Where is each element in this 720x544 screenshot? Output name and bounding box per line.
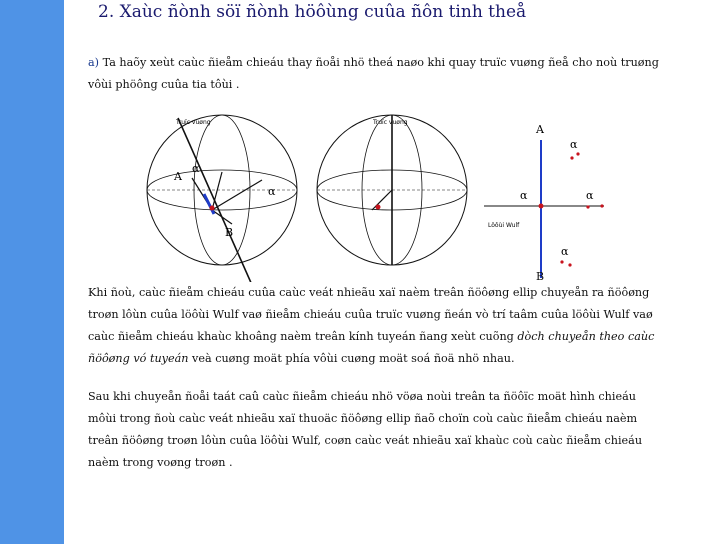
stripe-cell [0,64,16,80]
right-alpha-2: α [520,189,528,202]
stripe-cell [32,144,48,160]
stripe-cell [0,0,16,16]
stripe-cell [16,448,32,464]
paragraph-2 [88,386,642,474]
stripe-cell [0,288,16,304]
stripe-cell [16,512,32,528]
stripe-cell [16,304,32,320]
stripe-cell [48,192,64,208]
stripe-cell [32,224,48,240]
para1-line-4: ñöôøng vó tuyeán veà cuøng moät phía vôùi cuøng moät soá ñoä nhö nhau. [88,352,515,365]
stripe-cell [16,80,32,96]
stripe-cell [48,48,64,64]
stripe-cell [48,480,64,496]
emphasis-latitude-text: ñöôøng vó tuyeán [88,352,189,365]
stripe-cell [48,272,64,288]
stripe-cell [32,416,48,432]
stripe-cell [48,144,64,160]
stripe-cell [0,48,16,64]
stripe-cell [32,336,48,352]
stripe-cell [48,288,64,304]
stripe-cell [32,96,48,112]
wulff-label: Löôùi Wulf [488,222,520,229]
stripe-cell [48,16,64,32]
left-axis-label: Truïc vuøng [176,119,211,126]
stripe-cell [32,208,48,224]
stripe-cell [32,496,48,512]
stripe-cell [48,224,64,240]
stripe-cell [48,336,64,352]
stripe-cell [16,192,32,208]
right-point-a: A [536,123,544,136]
stripe-cell [0,400,16,416]
decorative-stripe [0,0,64,540]
stripe-cell [16,432,32,448]
stripe-cell [0,80,16,96]
stripe-cell [0,160,16,176]
para2-line-2: môùi trong ñoù caùc veát nhieãu xaï thuoäc ñöôøng ellip ñaõ choïn coù caùc ñieåm chieáu naèm [88,412,638,425]
left-point-a: A [174,170,182,183]
stripe-cell [48,0,64,16]
intro-line-1: a) Ta haõy xeùt caùc ñieåm chieáu thay ñoåi nhö theá naøo khi quay truïc vuøng ñeå cho noù truøng [88,56,659,69]
stripe-cell [16,112,32,128]
stripe-cell [0,224,16,240]
stripe-cell [32,176,48,192]
stripe-cell [32,480,48,496]
stripe-cell [0,256,16,272]
wulff-projection [484,123,604,278]
stripe-cell [16,48,32,64]
stripe-cell [32,128,48,144]
stripe-cell [0,384,16,400]
stripe-cell [16,384,32,400]
paragraph-1 [88,282,654,370]
emphasis-shift-text: dòch chuyeån theo caùc [517,330,655,343]
stripe-cell [0,192,16,208]
stripe-cell [0,320,16,336]
stripe-cell [48,80,64,96]
stripe-cell [16,288,32,304]
stripe-cell [32,16,48,32]
stripe-cell [32,256,48,272]
stripe-cell [32,528,48,544]
stripe-cell [16,160,32,176]
stripe-cell [32,288,48,304]
middle-sphere [317,115,467,265]
stripe-cell [16,0,32,16]
stripe-cell [32,240,48,256]
stripe-cell [48,96,64,112]
stripe-cell [0,336,16,352]
left-sphere [147,115,297,282]
stripe-cell [48,208,64,224]
stripe-cell [0,512,16,528]
stripe-cell [16,32,32,48]
stripe-cell [48,304,64,320]
stripe-cell [16,480,32,496]
stripe-cell [0,96,16,112]
stripe-cell [16,96,32,112]
stripe-cell [32,448,48,464]
stripe-cell [32,64,48,80]
stripe-cell [0,32,16,48]
right-alpha-4: α [561,245,569,258]
para1-line-3: caùc ñieåm chieáu khaùc khoâng naèm treân kính tuyeán ñang xeùt cuõng dòch chuyeån theo caùc [88,330,655,343]
stripe-cell [48,512,64,528]
stripe-cell [0,304,16,320]
stripe-cell [48,400,64,416]
stripe-cell [48,64,64,80]
stripe-cell [0,176,16,192]
stripe-cell [16,496,32,512]
stripe-cell [0,496,16,512]
right-alpha-1: α [570,138,578,151]
right-alpha-3: α [586,189,594,202]
stripe-cell [0,112,16,128]
stripe-cell [0,448,16,464]
middle-axis-label: Truïc vuøng [373,119,408,126]
stripe-cell [32,400,48,416]
stripe-cell [48,352,64,368]
stripe-cell [0,368,16,384]
stripe-cell [16,368,32,384]
stripe-cell [48,448,64,464]
stripe-cell [32,464,48,480]
stripe-cell [48,416,64,432]
left-point-b: B [225,226,234,239]
stripe-cell [16,64,32,80]
stripe-cell [16,464,32,480]
stripe-cell [16,144,32,160]
stripe-cell [16,336,32,352]
stripe-cell [0,128,16,144]
stripe-cell [0,272,16,288]
para1-line-1: Khi ñoù, caùc ñieåm chieáu cuûa caùc veát nhieãu xaï naèm treân ñöôøng ellip chuyeån ra ñöôøng [88,286,650,299]
stripe-cell [32,112,48,128]
stripe-cell [16,416,32,432]
stripe-cell [48,256,64,272]
stripe-cell [32,320,48,336]
stripe-cell [16,16,32,32]
stripe-cell [0,208,16,224]
page-title: 2. Xaùc ñònh söï ñònh höôùng cuûa ñôn tinh theå [98,2,527,22]
intro-line-2: vôùi phöông cuûa tia tôùi . [88,78,240,91]
para2-line-4: naèm trong voøng troøn . [88,456,233,469]
stripe-cell [48,464,64,480]
stripe-cell [32,512,48,528]
stripe-cell [32,272,48,288]
stripe-cell [48,240,64,256]
stripe-cell [32,368,48,384]
stripe-cell [32,304,48,320]
stripe-cell [32,0,48,16]
stripe-cell [0,240,16,256]
stripe-cell [0,480,16,496]
stripe-cell [16,176,32,192]
stripe-cell [16,320,32,336]
right-point-b: B [536,270,545,283]
stripe-cell [0,432,16,448]
stripe-cell [16,272,32,288]
stripe-cell [32,80,48,96]
stereographic-figure [64,112,720,282]
stripe-cell [48,32,64,48]
stripe-cell [48,528,64,544]
stripe-cell [0,464,16,480]
left-alpha-1: α [192,162,200,175]
stripe-cell [48,176,64,192]
para2-line-1: Sau khi chuyeån ñoåi taát caû caùc ñieåm chieáu nhö vöøa noùi treân ta ñöôïc moät hình chieáu [88,390,636,403]
intro-label: a) [88,56,100,69]
stripe-cell [32,160,48,176]
left-alpha-2: α [268,185,276,198]
para1-line-2: troøn lôùn cuûa löôùi Wulf vaø ñieåm chieáu cuûa truïc vuøng ñeán vò trí taâm cuûa löôùi Wulf vaø [88,308,653,321]
stripe-cell [0,352,16,368]
stripe-cell [48,368,64,384]
stripe-cell [16,400,32,416]
stripe-cell [16,128,32,144]
stripe-cell [16,352,32,368]
stripe-cell [32,192,48,208]
stripe-cell [16,528,32,544]
para2-line-3: treân ñöôøng troøn lôùn cuûa löôùi Wulf, coøn caùc veát nhieãu xaï khaùc coù caùc ñieåm chieáu [88,434,643,447]
intro-paragraph [88,52,659,96]
stripe-cell [0,16,16,32]
stripe-cell [32,32,48,48]
stripe-cell [48,320,64,336]
stripe-cell [16,256,32,272]
stripe-cell [16,208,32,224]
stripe-cell [0,528,16,544]
stripe-cell [32,432,48,448]
stripe-cell [0,144,16,160]
stripe-cell [16,224,32,240]
stripe-cell [32,352,48,368]
stripe-cell [48,384,64,400]
stripe-cell [32,48,48,64]
stripe-cell [48,432,64,448]
stripe-cell [0,416,16,432]
stripe-cell [16,240,32,256]
stripe-cell [48,160,64,176]
stripe-cell [48,112,64,128]
stripe-cell [48,128,64,144]
stripe-cell [32,384,48,400]
stripe-cell [48,496,64,512]
